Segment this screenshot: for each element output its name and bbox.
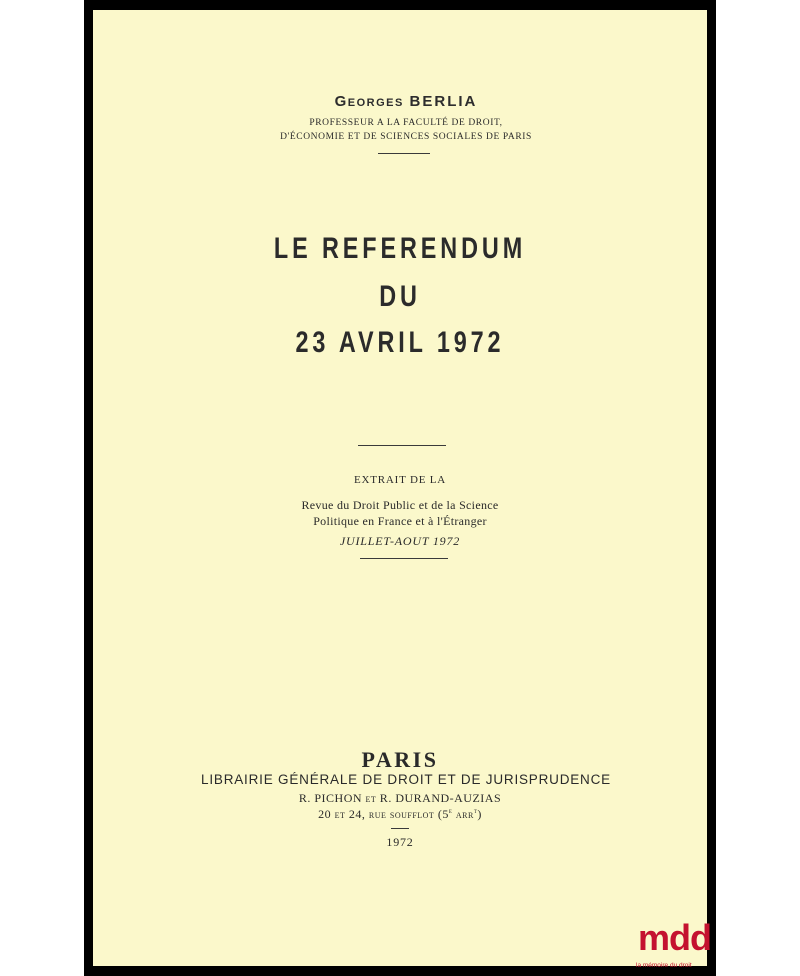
publisher-address	[93, 807, 707, 822]
address-arr: arr	[452, 807, 474, 821]
address-sup-e: e	[448, 807, 453, 815]
divider-author	[378, 153, 430, 154]
watermark-logo	[636, 918, 718, 976]
publisher-name: LIBRAIRIE GÉNÉRALE DE DROIT ET DE JURISPRUDENCE	[201, 772, 611, 787]
watermark-tagline: la mémoire du droit	[636, 962, 692, 969]
review-title-line2: Politique en France et à l'Étranger	[313, 514, 487, 528]
book-cover	[93, 10, 707, 966]
divider-year	[391, 828, 409, 829]
title-line2: DU	[379, 280, 421, 313]
divider-extract	[360, 558, 448, 559]
title-line1: LE REFERENDUM	[273, 232, 527, 265]
watermark-mark: mdd	[638, 917, 711, 958]
address-sup-t: t	[473, 807, 478, 815]
address-text: 20 et 24, rue soufflot (5	[318, 807, 449, 821]
review-title-line1: Revue du Droit Public et de la Science	[301, 498, 499, 512]
publisher-editors: R. PICHON et R. DURAND-AUZIAS	[298, 791, 502, 805]
author-affiliation-line1: PROFESSEUR A LA FACULTÉ DE DROIT,	[309, 118, 503, 128]
issue-date: JUILLET-AOUT 1972	[339, 534, 461, 548]
title-line3: 23 AVRIL 1972	[295, 326, 505, 359]
address-close: )	[477, 807, 482, 821]
extract-label: EXTRAIT DE LA	[353, 474, 447, 486]
publication-year: 1972	[386, 835, 414, 849]
divider-title	[358, 445, 446, 446]
author-firstname: Georges	[334, 93, 404, 110]
author-affiliation-line2: D'ÉCONOMIE ET DE SCIENCES SOCIALES DE PARIS	[280, 132, 532, 142]
publisher-city: PARIS	[361, 747, 439, 772]
author-lastname: BERLIA	[409, 93, 478, 110]
author-name	[99, 93, 713, 110]
